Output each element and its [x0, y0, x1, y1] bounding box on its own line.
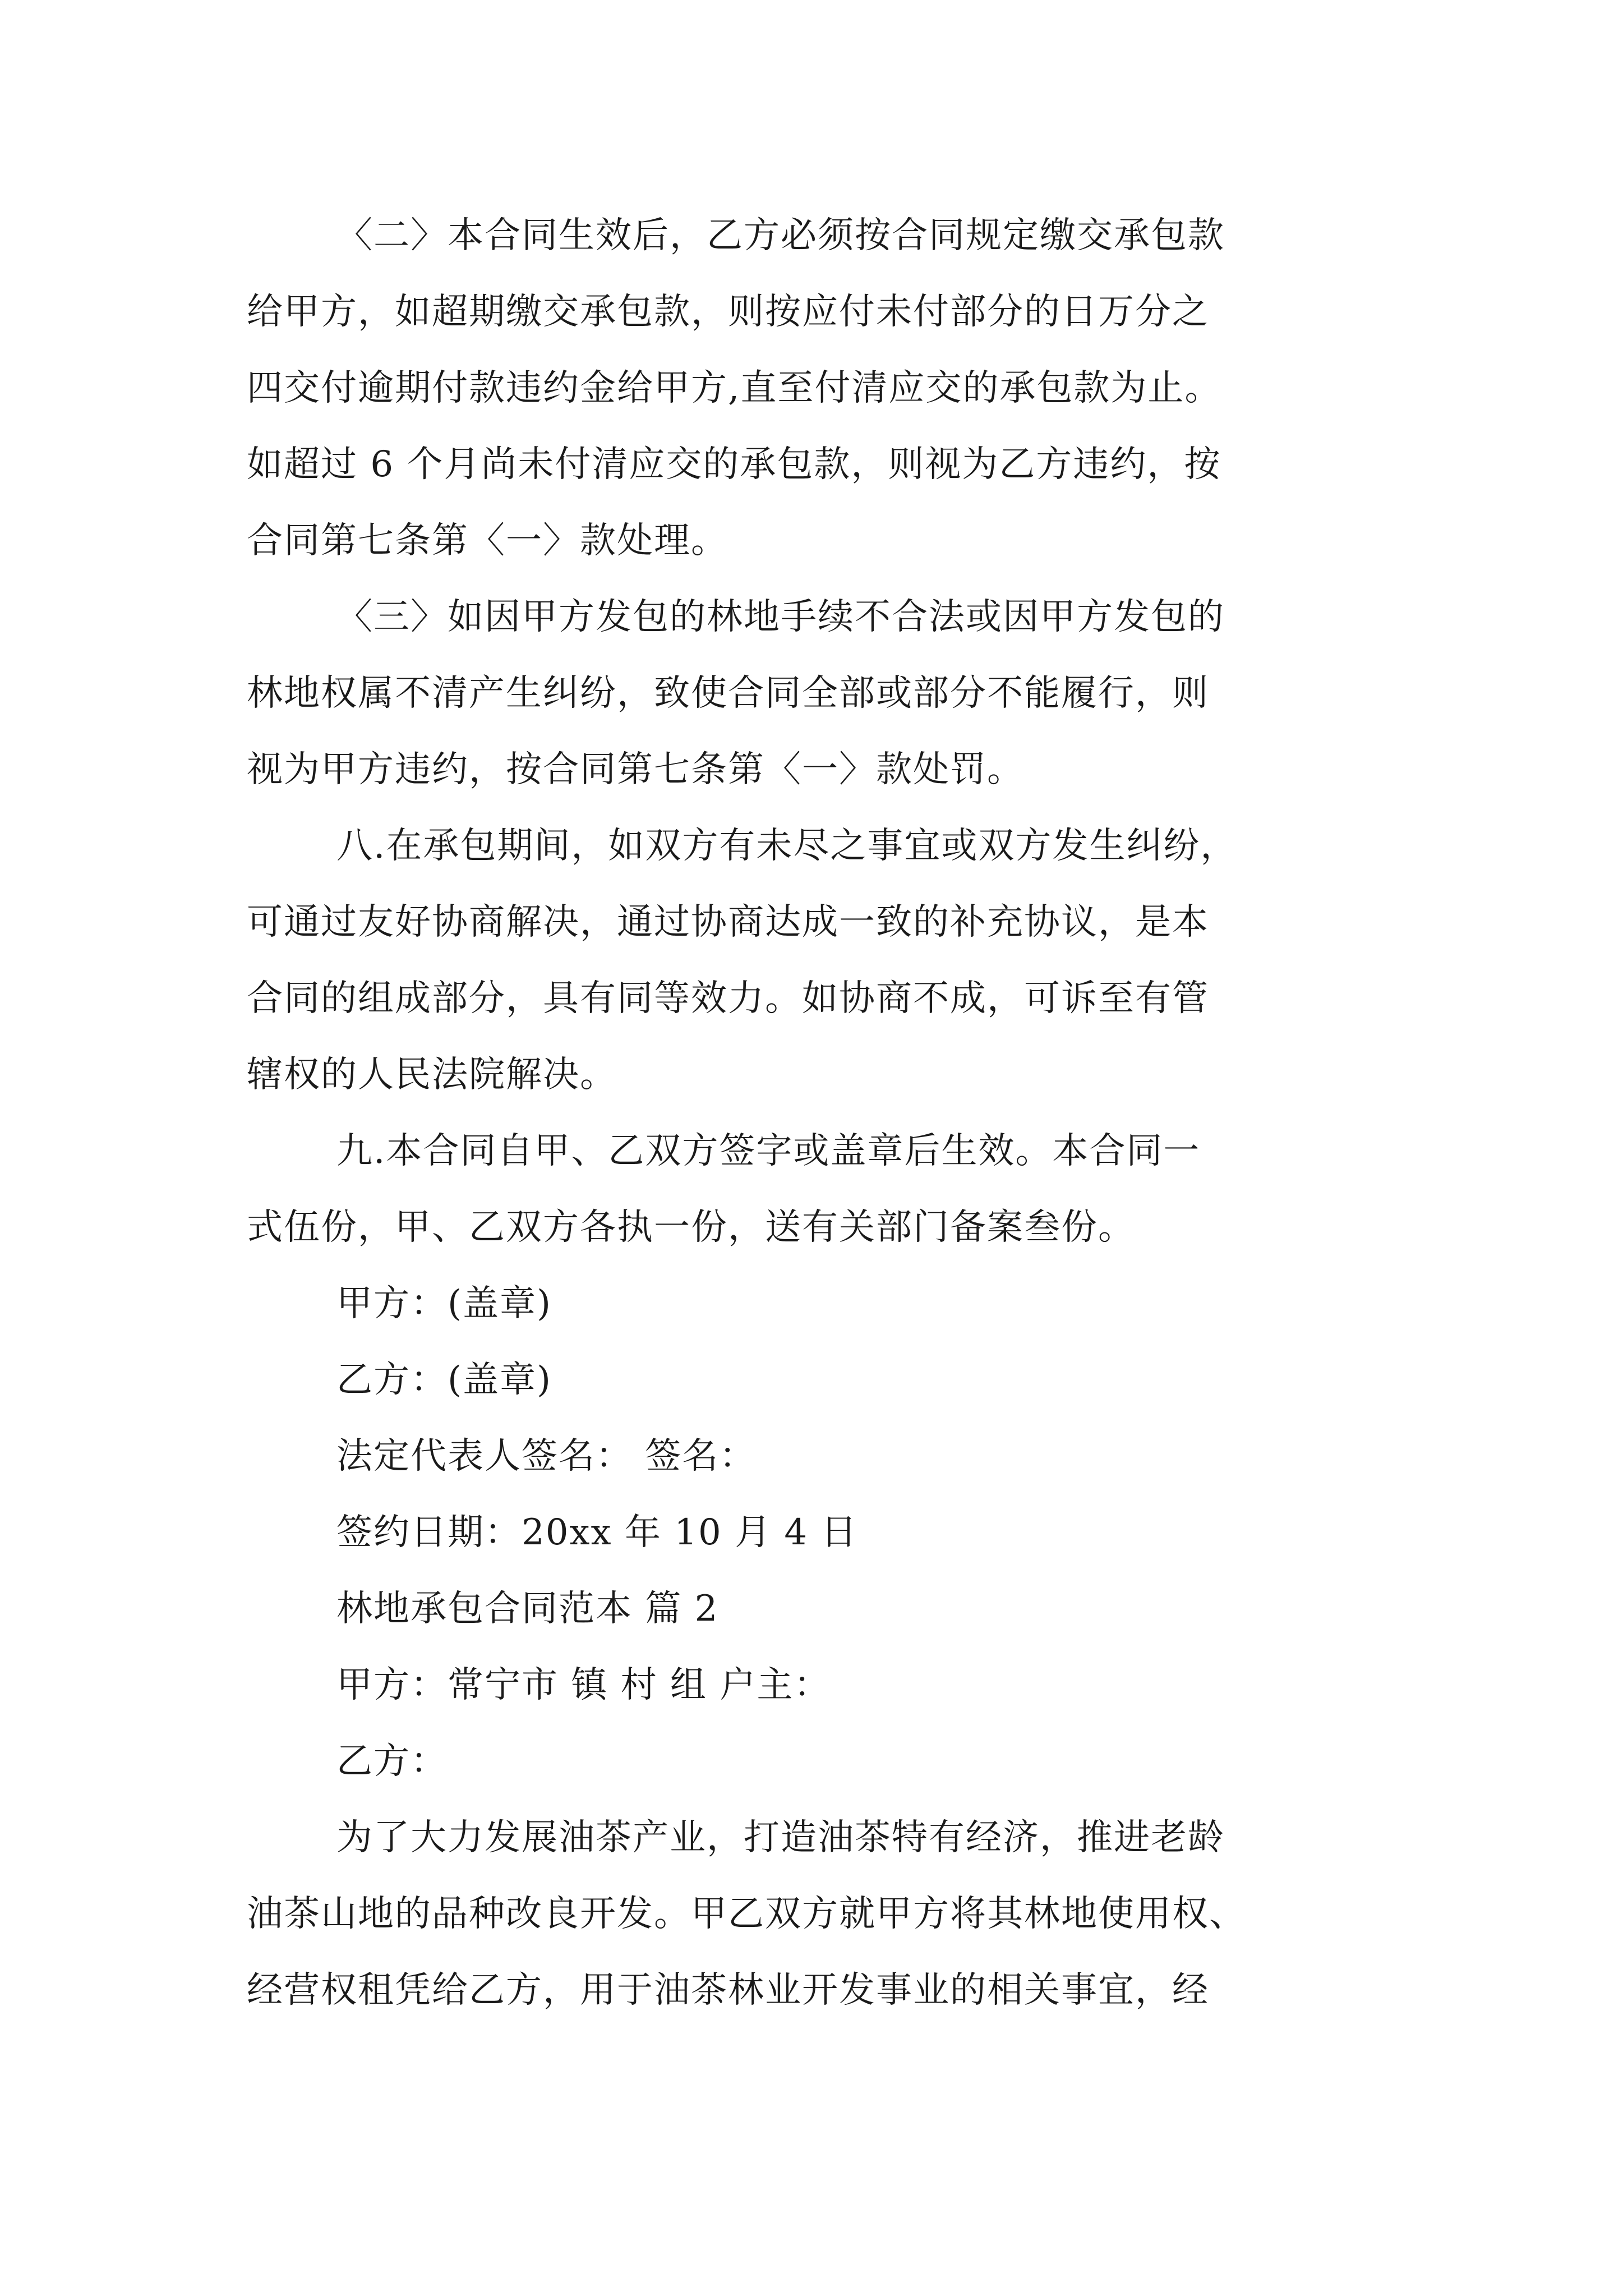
paragraph-line: 给甲方，如超期缴交承包款，则按应付未付部分的日万分之 — [247, 291, 1209, 333]
party-b-line: 乙方： — [336, 1741, 448, 1782]
paragraph-line: 四交付逾期付款违约金给甲方,直至付清应交的承包款为止。 — [247, 367, 1222, 409]
paragraph-line: 如超过 6 个月尚未付清应交的承包款，则视为乙方违约，按 — [247, 444, 1221, 485]
paragraph-line: 九.本合同自甲、乙双方签字或盖章后生效。本合同一 — [336, 1130, 1201, 1172]
signing-date: 签约日期：20xx 年 10 月 4 日 — [336, 1512, 858, 1553]
paragraph-line: 合同第七条第〈一〉款处理。 — [247, 520, 728, 562]
paragraph-line: 八.在承包期间，如双方有未尽之事宜或双方发生纠纷， — [336, 825, 1238, 867]
paragraph-line: 为了大力发展油茶产业，打造油茶特有经济，推进老龄 — [336, 1817, 1225, 1858]
paragraph-line: 可通过友好协商解决，通过协商达成一致的补充协议，是本 — [247, 901, 1209, 943]
paragraph-line: 式伍份，甲、乙双方各执一份，送有关部门备案叁份。 — [247, 1207, 1135, 1248]
paragraph-line: 林地权属不清产生纠纷，致使合同全部或部分不能履行，则 — [247, 673, 1209, 714]
paragraph-line: 辖权的人民法院解决。 — [247, 1054, 617, 1096]
signature-party-b: 乙方：(盖章) — [336, 1359, 552, 1401]
paragraph-line: 经营权租凭给乙方，用于油茶林业开发事业的相关事宜，经 — [247, 1970, 1209, 2011]
paragraph-line: 合同的组成部分，具有同等效力。如协商不成，可诉至有管 — [247, 978, 1209, 1019]
signature-representative: 法定代表人签名： 签名： — [336, 1435, 757, 1477]
paragraph-line: 〈三〉如因甲方发包的林地手续不合法或因甲方发包的 — [336, 596, 1225, 638]
signature-party-a: 甲方：(盖章) — [336, 1283, 552, 1324]
paragraph-line: 油茶山地的品种改良开发。甲乙双方就甲方将其林地使用权、 — [247, 1893, 1246, 1935]
paragraph-line: 视为甲方违约，按合同第七条第〈一〉款处罚。 — [247, 749, 1024, 790]
party-a-line: 甲方：常宁市 镇 村 组 户主： — [336, 1664, 831, 1706]
paragraph-line: 〈二〉本合同生效后，乙方必须按合同规定缴交承包款 — [336, 215, 1225, 256]
section-title: 林地承包合同范本 篇 2 — [336, 1588, 719, 1630]
